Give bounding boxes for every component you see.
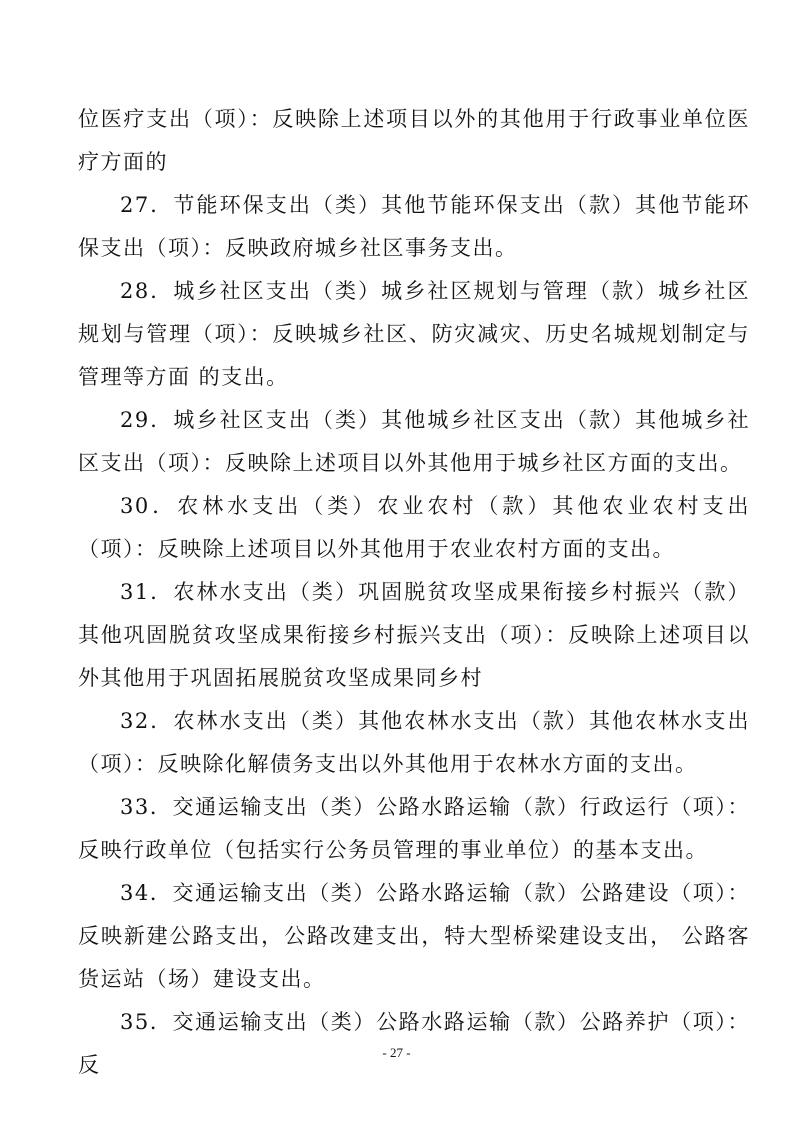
paragraph-item-27: 27．节能环保支出（类）其他节能环保支出（款）其他节能环保支出（项）：反映政府城乡社区事务支出。	[78, 193, 750, 260]
paragraph-item-28: 28．城乡社区支出（类）城乡社区规划与管理（款）城乡社区规划与管理（项）：反映城乡社区、防灾减灾、历史名城规划制定与管理等方面 的支出。	[78, 279, 750, 389]
paragraph-item-31: 31．农林水支出（类）巩固脱贫攻坚成果衔接乡村振兴（款）其他巩固脱贫攻坚成果衔接乡村振兴支出（项）：反映除上述项目以外其他用于巩固拓展脱贫攻坚成果同乡村	[78, 580, 750, 690]
paragraph-item-35: 35．交通运输支出（类）公路水路运输（款）公路养护（项）：反	[78, 1010, 750, 1077]
paragraph-continuation: 位医疗支出（项）：反映除上述项目以外的其他用于行政事业单位医疗方面的	[78, 107, 750, 174]
paragraph-item-33: 33．交通运输支出（类）公路水路运输（款）行政运行（项）：反映行政单位（包括实行公务员管理的事业单位）的基本支出。	[78, 795, 750, 862]
paragraph-item-29: 29．城乡社区支出（类）其他城乡社区支出（款）其他城乡社区支出（项）：反映除上述项目以外其他用于城乡社区方面的支出。	[78, 408, 750, 475]
paragraph-item-30: 30．农林水支出（类）农业农村（款）其他农业农村支出（项）：反映除上述项目以外其他用于农业农村方面的支出。	[78, 494, 750, 561]
paragraph-item-32: 32．农林水支出（类）其他农林水支出（款）其他农林水支出（项）：反映除化解债务支出以外其他用于农林水方面的支出。	[78, 709, 750, 776]
document-body	[78, 98, 750, 1087]
page-number: - 27 -	[382, 1045, 411, 1060]
paragraph-item-34: 34．交通运输支出（类）公路水路运输（款）公路建设（项）：反映新建公路支出，公路改建支出，特大型桥梁建设支出， 公路客货运站（场）建设支出。	[78, 881, 750, 991]
